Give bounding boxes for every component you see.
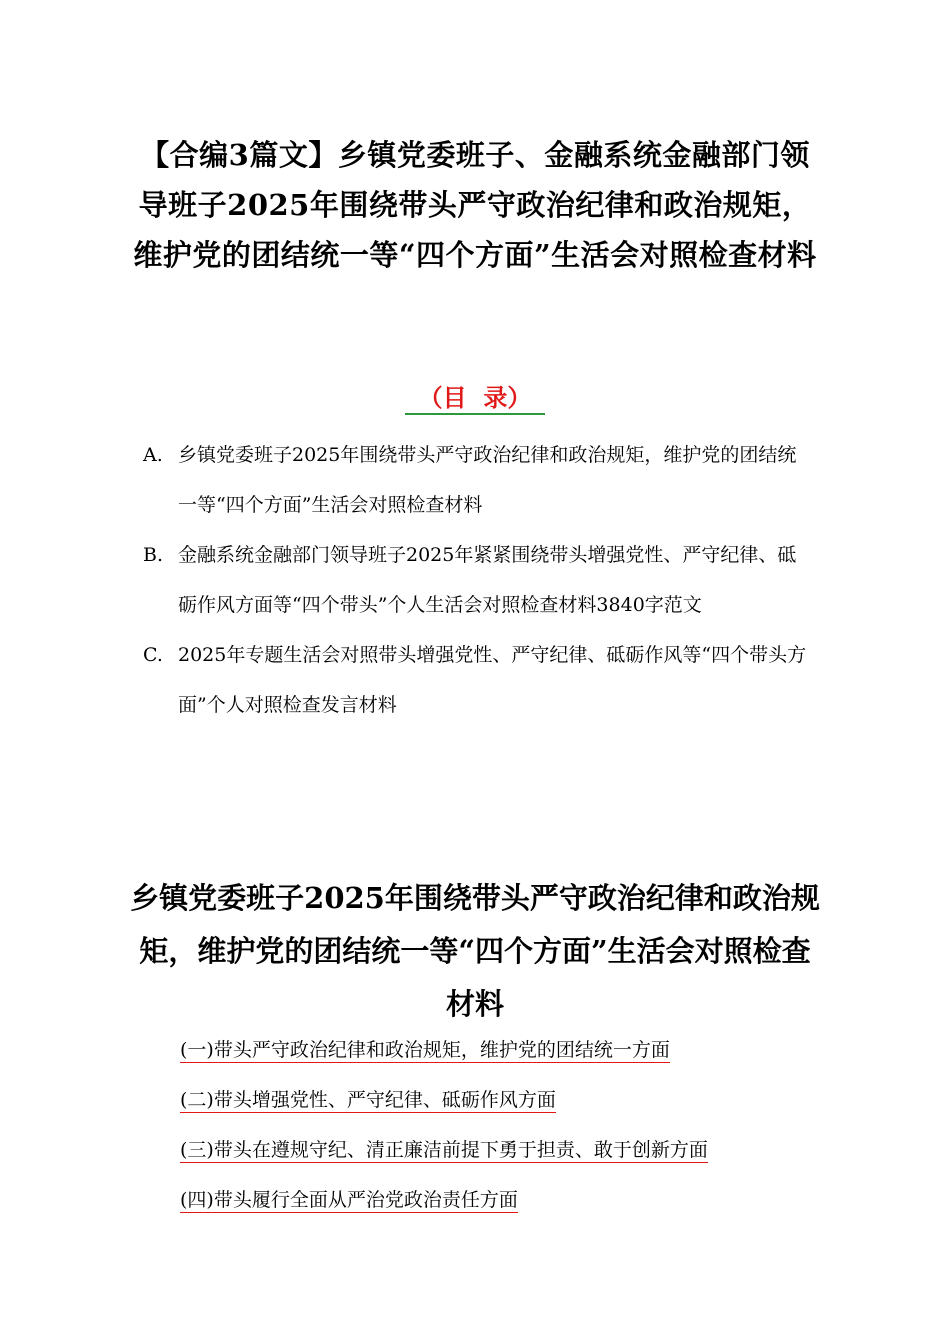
toc-item-b[interactable] xyxy=(143,530,813,630)
toc-marker: A. xyxy=(143,444,163,466)
toc-item-a[interactable] xyxy=(143,430,813,530)
subsection-item[interactable] xyxy=(180,1125,840,1175)
subsection-item[interactable] xyxy=(180,1175,840,1225)
subsection-link[interactable]: (一)带头严守政治纪律和政治规矩，维护党的团结统一方面 xyxy=(180,1039,670,1061)
toc-item-c[interactable] xyxy=(143,630,813,730)
subsection-list xyxy=(180,1025,840,1225)
subsection-link[interactable]: (二)带头增强党性、严守纪律、砥砺作风方面 xyxy=(180,1089,556,1111)
toc-marker: B. xyxy=(143,544,164,566)
subsection-link[interactable]: (四)带头履行全面从严治党政治责任方面 xyxy=(180,1189,518,1211)
toc-item-text: 乡镇党委班子2025年围绕带头严守政治纪律和政治规矩，维护党的团结统一等“四个方面”生活会对照检查材料 xyxy=(178,444,797,516)
main-title: 【合编3篇文】乡镇党委班子、金融系统金融部门领导班子2025年围绕带头严守政治纪律和政治规矩，维护党的团结统一等“四个方面”生活会对照检查材料 xyxy=(133,138,817,272)
toc-heading: （目 录） xyxy=(405,383,545,415)
toc-marker: C. xyxy=(143,644,163,666)
subsection-item[interactable] xyxy=(180,1075,840,1125)
toc-list xyxy=(143,430,813,730)
toc-item-text: 2025年专题生活会对照带头增强党性、严守纪律、砥砺作风等“四个带头方面”个人对照检查发言材料 xyxy=(178,644,807,716)
subsection-item[interactable] xyxy=(180,1025,840,1075)
section-title: 乡镇党委班子2025年围绕带头严守政治纪律和政治规矩，维护党的团结统一等“四个方面”生活会对照检查材料 xyxy=(130,881,820,1021)
toc-item-text: 金融系统金融部门领导班子2025年紧紧围绕带头增强党性、严守纪律、砥砺作风方面等“四个带头”个人生活会对照检查材料3840字范文 xyxy=(178,544,797,616)
subsection-link[interactable]: (三)带头在遵规守纪、清正廉洁前提下勇于担责、敢于创新方面 xyxy=(180,1139,708,1161)
